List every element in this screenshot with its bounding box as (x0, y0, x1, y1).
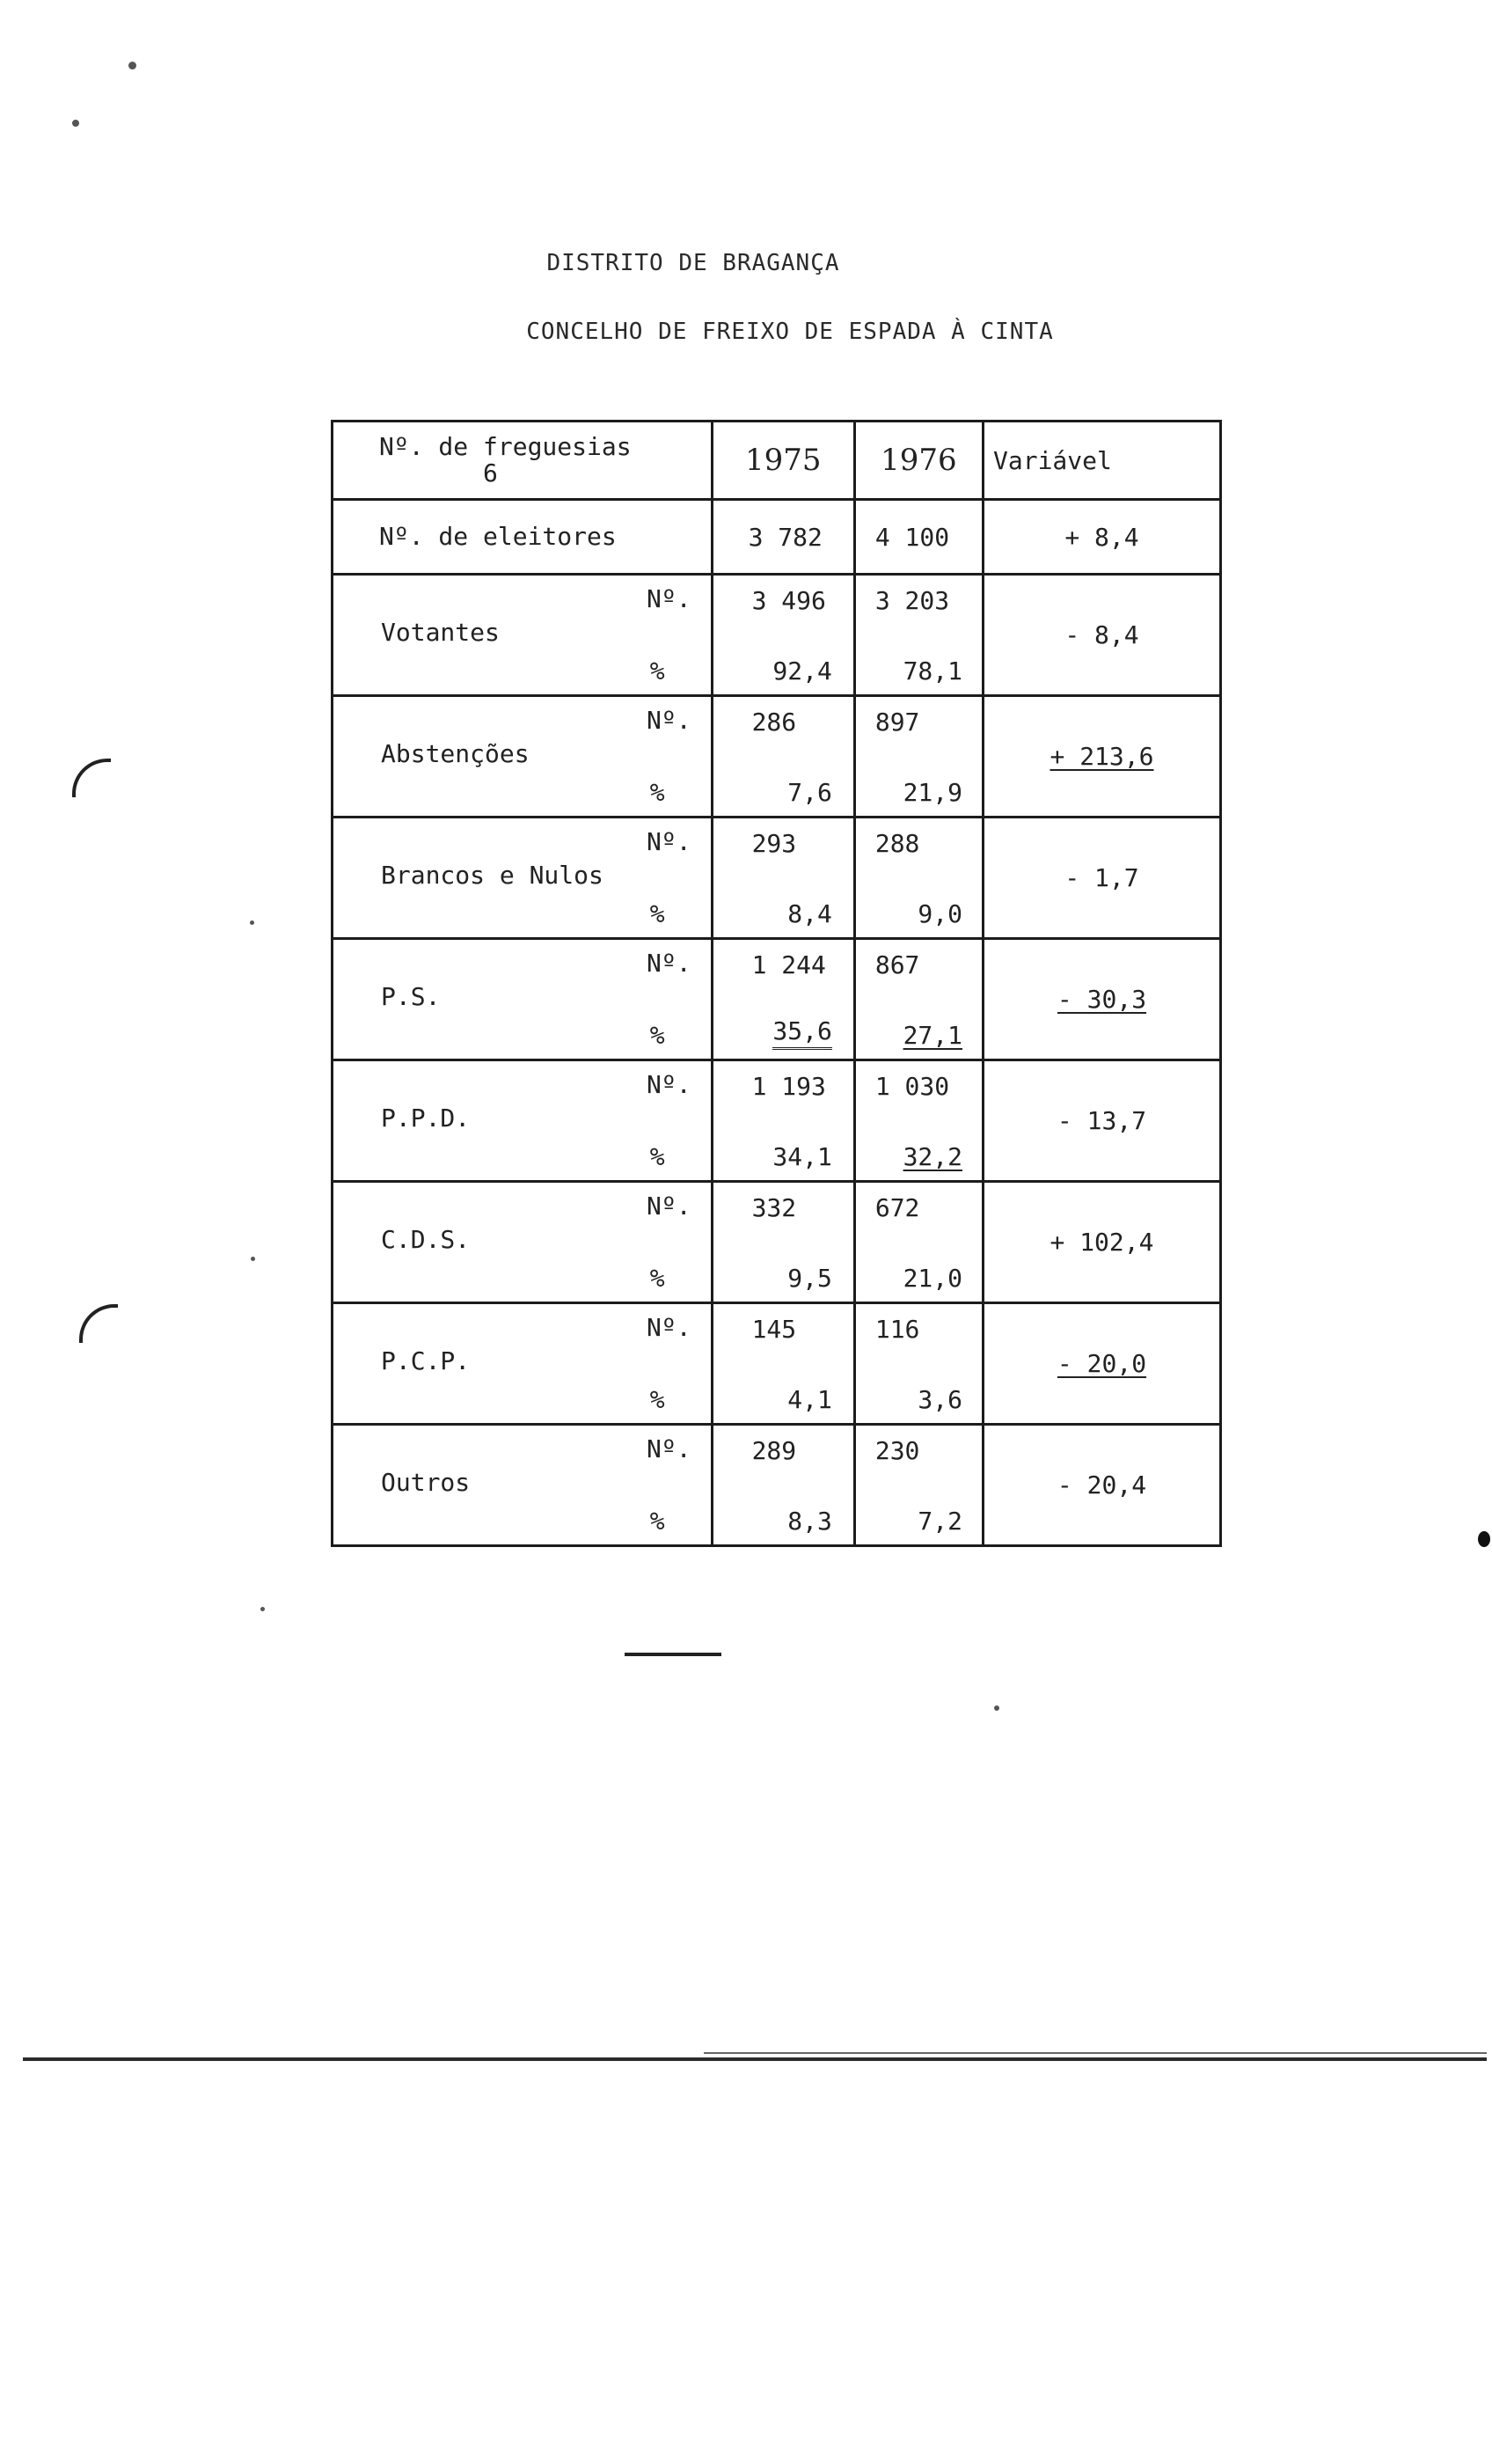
count-1976: 897 (874, 708, 920, 737)
number-label: Nº. (646, 1070, 691, 1099)
row-variation: - 20,4 (984, 1425, 1221, 1546)
scan-speck (994, 1705, 999, 1711)
percent-label: % (649, 656, 665, 686)
scan-hook-mark (72, 759, 111, 797)
scan-speck (1478, 1531, 1490, 1547)
table-row (333, 1303, 1221, 1425)
count-1976: 867 (874, 950, 920, 979)
scan-speck (250, 920, 254, 925)
percent-label: % (649, 1385, 665, 1414)
count-1976: 1 030 (874, 1072, 950, 1101)
row-variation (984, 939, 1221, 1060)
count-1976: 288 (874, 829, 920, 858)
percent-1976: 78,1 (903, 656, 962, 686)
percent-1975: 92,4 (772, 656, 832, 686)
row-label: Abstenções (381, 738, 530, 768)
county-heading: CONCELHO DE FREIXO DE ESPADA À CINTA (526, 319, 1054, 345)
percent-1976: 9,0 (918, 899, 962, 928)
table-row (333, 1060, 1221, 1182)
count-1976: 230 (874, 1436, 920, 1465)
count-1975: 289 (751, 1436, 797, 1465)
count-1975: 1 244 (751, 950, 826, 979)
table-row (333, 939, 1221, 1060)
election-results-table (331, 420, 1222, 1547)
number-label: Nº. (646, 706, 691, 735)
table-row (333, 1182, 1221, 1303)
electors-label: Nº. de eleitores (333, 500, 713, 575)
percent-1976: 32,2 (903, 1142, 962, 1171)
table-row (333, 1425, 1221, 1546)
hand-drawn-dash (625, 1653, 721, 1656)
number-label: Nº. (646, 949, 691, 978)
year-1976-header: 1976 (854, 422, 983, 500)
count-1976: 116 (874, 1315, 920, 1344)
row-variation: - 13,7 (984, 1060, 1221, 1182)
row-label: Brancos e Nulos (381, 860, 603, 890)
percent-1975: 8,3 (787, 1507, 832, 1536)
number-label: Nº. (646, 827, 691, 856)
table-header-row (333, 422, 1221, 500)
percent-1976: 21,0 (903, 1264, 962, 1293)
percent-1975: 34,1 (772, 1142, 832, 1171)
electors-1976: 4 100 (854, 500, 983, 575)
count-1976: 3 203 (874, 586, 950, 615)
percent-1976: 21,9 (903, 778, 962, 807)
table-row (333, 575, 1221, 696)
variation-header: Variável (984, 422, 1221, 500)
row-label: P.S. (381, 981, 441, 1011)
percent-label: % (649, 1021, 665, 1050)
percent-label: % (649, 899, 665, 928)
scan-speck (128, 62, 136, 70)
row-variation: + 102,4 (984, 1182, 1221, 1303)
percent-label: % (649, 1507, 665, 1536)
number-label: Nº. (646, 584, 691, 613)
scan-speck (251, 1257, 255, 1261)
percent-1975: 7,6 (787, 778, 832, 807)
percent-1975: 9,5 (787, 1264, 832, 1293)
row-variation-value: - 20,0 (1057, 1349, 1147, 1378)
footer-rule (23, 2057, 1487, 2061)
table-row (333, 696, 1221, 818)
scan-speck (260, 1607, 265, 1611)
electors-1975: 3 782 (712, 500, 854, 575)
year-1975-header: 1975 (712, 422, 854, 500)
table-row (333, 818, 1221, 939)
count-1975: 145 (751, 1315, 797, 1344)
percent-label: % (649, 1142, 665, 1171)
row-label: C.D.S. (381, 1224, 471, 1254)
row-label: Outros (381, 1467, 471, 1497)
row-variation (984, 696, 1221, 818)
electors-variation: + 8,4 (984, 500, 1221, 575)
scan-hook-mark (79, 1304, 118, 1343)
parishes-count: 6 (483, 458, 498, 488)
row-label: Votantes (381, 617, 500, 647)
parishes-header-cell (333, 422, 713, 500)
row-variation: - 8,4 (984, 575, 1221, 696)
electors-row (333, 500, 1221, 575)
percent-label: % (649, 778, 665, 807)
percent-1975: 4,1 (787, 1385, 832, 1414)
row-variation (984, 1303, 1221, 1425)
row-variation-value: - 30,3 (1057, 985, 1147, 1014)
count-1975: 293 (751, 829, 797, 858)
count-1976: 672 (874, 1193, 920, 1222)
percent-1975: 8,4 (787, 899, 832, 928)
percent-1976: 27,1 (903, 1021, 962, 1050)
scan-speck (72, 120, 79, 127)
percent-1976: 7,2 (918, 1507, 962, 1536)
number-label: Nº. (646, 1434, 691, 1463)
row-label: P.P.D. (381, 1103, 471, 1133)
count-1975: 3 496 (751, 586, 826, 615)
number-label: Nº. (646, 1192, 691, 1221)
count-1975: 286 (751, 708, 797, 737)
percent-1975: 35,6 (772, 1016, 831, 1050)
percent-1976: 3,6 (918, 1385, 962, 1414)
row-label: P.C.P. (381, 1346, 471, 1375)
percent-label: % (649, 1264, 665, 1293)
row-variation-value: + 213,6 (1050, 742, 1154, 771)
number-label: Nº. (646, 1313, 691, 1342)
count-1975: 1 193 (751, 1072, 826, 1101)
count-1975: 332 (751, 1193, 797, 1222)
district-heading: DISTRITO DE BRAGANÇA (546, 250, 840, 276)
parishes-label: Nº. de freguesias (379, 432, 632, 461)
footer-rule-secondary (704, 2052, 1487, 2054)
row-variation: - 1,7 (984, 818, 1221, 939)
